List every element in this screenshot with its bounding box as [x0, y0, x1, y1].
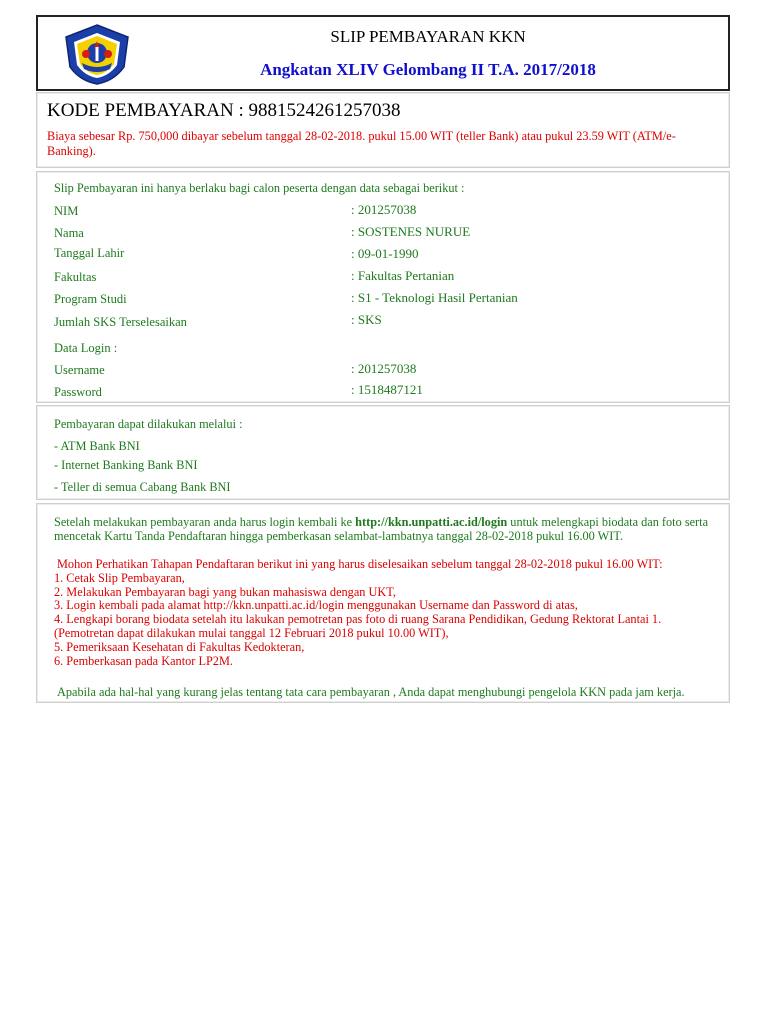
step-item: 6. Pemberkasan pada Kantor LP2M. [54, 653, 233, 668]
fakultas-label: Fakultas [54, 270, 97, 284]
data-login-heading: Data Login : [54, 341, 118, 355]
participant-data-section [36, 171, 730, 403]
slip-subtitle: Angkatan XLIV Gelombang II T.A. 2017/2018 [260, 60, 596, 79]
payment-methods-heading: Pembayaran dapat dilakukan melalui : [54, 417, 243, 431]
login-instruction-text: Setelah melakukan pembayaran anda harus login kembali ke [54, 515, 356, 529]
step-item: 2. Melakukan Pembayaran bagi yang bukan mahasiswa dengan UKT, [54, 584, 396, 599]
contact-note: Apabila ada hal-hal yang kurang jelas tentang tata cara pembayaran , Anda dapat menghubungi pengelola KKN pada jam kerja. [57, 685, 685, 699]
slip-header [36, 15, 730, 91]
registration-info-section [36, 503, 730, 703]
step-item: 3. Login kembali pada alamat http://kkn.unpatti.ac.id/login menggunakan Username dan Password di atas, [54, 598, 578, 613]
program-studi-value: : S1 - Teknologi Hasil Pertanian [351, 290, 518, 305]
payment-code-section [36, 92, 730, 168]
nama-label: Nama [54, 226, 84, 240]
step-item: 5. Pemeriksaan Kesehatan di Fakultas Kedokteran, [54, 639, 305, 654]
payment-method-item: - Teller di semua Cabang Bank BNI [54, 480, 231, 494]
login-instruction [54, 515, 713, 543]
program-studi-label: Program Studi [54, 292, 127, 306]
jumlah-sks-label: Jumlah SKS Terselesaikan [54, 315, 187, 329]
tanggal-lahir-value: : 09-01-1990 [351, 246, 419, 261]
tanggal-lahir-label: Tanggal Lahir [54, 246, 125, 260]
payment-deadline-note: Biaya sebesar Rp. 750,000 dibayar sebelum tanggal 28-02-2018. pukul 15.00 WIT (teller Bank) atau pukul 23.59 WIT (ATM/e-Banking). [47, 129, 676, 158]
username-value: : 201257038 [351, 361, 417, 376]
nim-label: NIM [54, 204, 79, 218]
data-intro: Slip Pembayaran ini hanya berlaku bagi calon peserta dengan data sebagai berikut : [54, 181, 465, 195]
fakultas-value: : Fakultas Pertanian [351, 268, 455, 283]
nim-value: : 201257038 [351, 202, 417, 217]
step-item: 4. Lengkapi borang biodata setelah itu lakukan pemotretan pas foto di ruang Sarana Pendidikan, Gedung Rektorat Lantai 1. [54, 612, 662, 627]
payment-code: KODE PEMBAYARAN : 9881524261257038 [47, 100, 401, 121]
login-instruction-text-end: untuk melengkapi biodata dan foto serta mencetak Kartu Tanda Pendaftaran hingga pemberkasan selambat-lambatnya tanggal 28-02-2018 pukul 16.00 WIT. [54, 515, 709, 543]
payment-methods-section [36, 405, 730, 500]
slip-title: SLIP PEMBAYARAN KKN [330, 27, 526, 46]
registration-steps [54, 558, 713, 668]
jumlah-sks-value: : SKS [351, 312, 382, 327]
password-value: : 1518487121 [351, 382, 423, 397]
username-label: Username [54, 363, 105, 377]
login-link[interactable]: http://kkn.unpatti.ac.id/login [355, 515, 508, 529]
step-item: (Pemotretan dapat dilakukan mulai tanggal 12 Februari 2018 pukul 10.00 WIT), [54, 625, 449, 640]
steps-heading: Mohon Perhatikan Tahapan Pendaftaran berikut ini yang harus diselesaikan sebelum tanggal 28-02-2018 pukul 16.00 WIT: [57, 557, 663, 571]
payment-method-item: - ATM Bank BNI [54, 439, 140, 453]
payment-method-item: - Internet Banking Bank BNI [54, 458, 198, 472]
password-label: Password [54, 385, 102, 399]
step-item: 1. Cetak Slip Pembayaran, [54, 570, 185, 585]
nama-value: : SOSTENES NURUE [351, 224, 471, 239]
